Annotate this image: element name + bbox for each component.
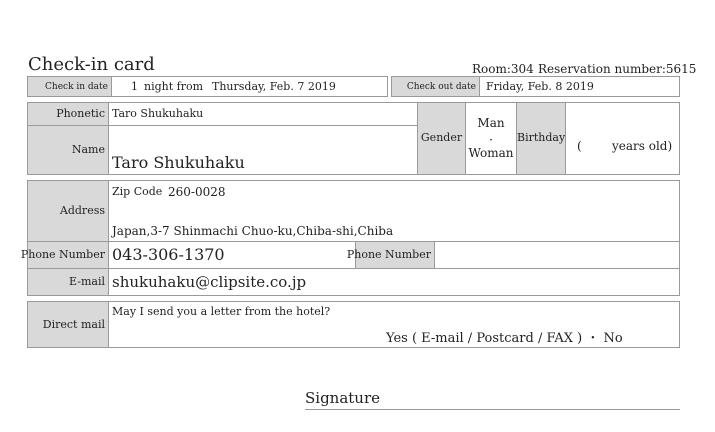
phonetic-label-cell [28, 103, 108, 125]
name-label: Name [71, 143, 105, 156]
gender-label-cell [418, 103, 465, 174]
nights-value: 1 [131, 80, 138, 93]
signature-line[interactable] [305, 409, 680, 410]
checkout-date: Friday, Feb. 8 2019 [486, 80, 594, 93]
checkin-box [27, 76, 388, 97]
phone2-label: Phone Number [346, 248, 431, 261]
address-value: Japan,3-7 Shinmachi Chuo-ku,Chiba-shi,Chiba [112, 224, 394, 238]
contact-box [20, 180, 680, 296]
address-label-cell [28, 181, 108, 241]
email-value: shukuhaku@clipsite.co.jp [112, 273, 307, 291]
checkin-label-cell [28, 77, 111, 96]
gender-label: Gender [420, 131, 463, 144]
phone-value: 043-306-1370 [112, 245, 225, 264]
age-suffix: years old) [612, 139, 673, 153]
phonetic-label: Phonetic [56, 107, 105, 120]
age-open: ( [577, 139, 582, 153]
birthday-label: Birthday [517, 131, 566, 144]
direct-mail-question: May I send you a letter from the hotel? [112, 305, 331, 318]
phonetic-value: Taro Shukuhaku [112, 107, 204, 120]
guest-box [27, 102, 680, 175]
birthday-label-cell [517, 103, 565, 174]
direct-mail-label-cell [28, 302, 108, 347]
direct-mail-box [27, 301, 680, 348]
phone-label: Phone Number [20, 248, 105, 261]
checkin-date: Thursday, Feb. 7 2019 [212, 80, 336, 93]
email-label-cell [28, 269, 108, 295]
checkout-label: Check out date [406, 82, 476, 92]
email-label: E-mail [69, 275, 105, 288]
phone2-label-cell [346, 242, 434, 268]
checkin-label: Check in date [45, 82, 108, 92]
page-title: Check-in card [28, 54, 155, 75]
zip-value: 260-0028 [168, 185, 226, 199]
direct-mail-label: Direct mail [42, 318, 105, 331]
zip-label: Zip Code [112, 185, 163, 198]
phone-label-cell [20, 242, 108, 268]
gender-woman[interactable]: Woman [468, 146, 514, 160]
checkout-box [391, 76, 680, 97]
nights-unit: night from [144, 80, 204, 93]
address-label: Address [59, 204, 105, 217]
reservation-number: Reservation number:5615 [538, 62, 697, 76]
name-value: Taro Shukuhaku [112, 153, 245, 172]
gender-man[interactable]: Man [477, 116, 505, 130]
room-number: Room:304 [472, 62, 534, 76]
name-label-cell [28, 126, 108, 174]
direct-mail-options[interactable]: Yes ( E-mail / Postcard / FAX ) ・ No [386, 331, 623, 346]
gender-separator: ・ [486, 136, 496, 146]
checkout-label-cell [392, 77, 479, 96]
signature-label: Signature [305, 389, 381, 407]
